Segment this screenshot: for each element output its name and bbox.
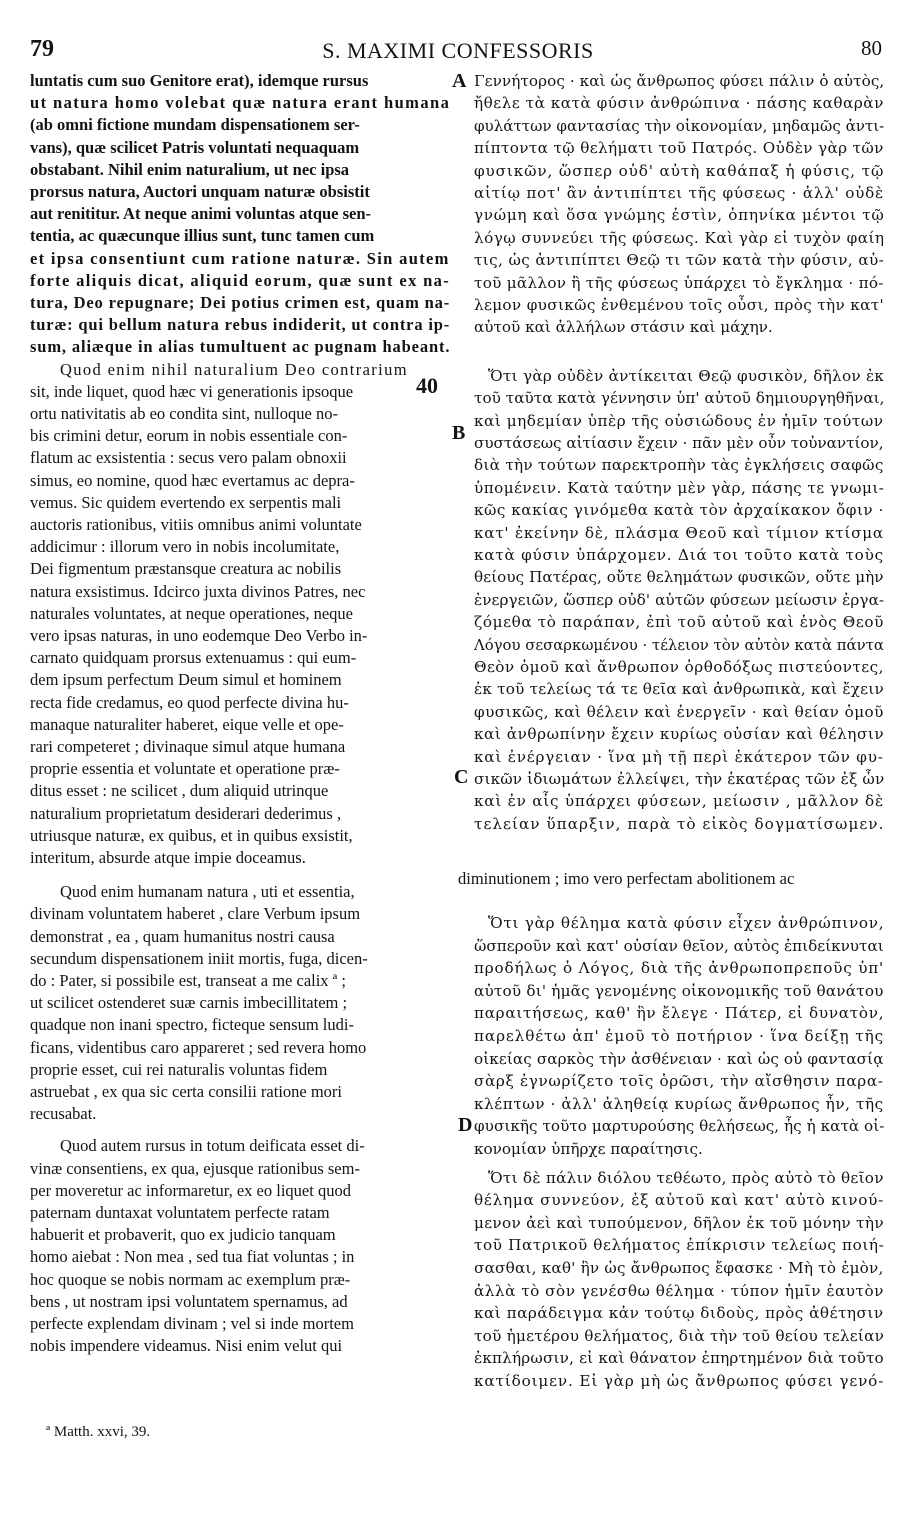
greek-line: ἤθελε τὰ κατὰ φύσιν ἀνθρώπινα · πάσης καθαρὰν <box>474 94 884 113</box>
page-number-right: 80 <box>861 36 882 60</box>
greek-line: γνώμη καὶ ὅσα γνώμης ἐστὶν, ὁπηνίκα μέντοι τῷ <box>474 206 885 225</box>
greek-line: λεμον φυσικῶς ἐνθεμένου τοῖς οὖσι, πρὸς τὴν κατ' <box>474 296 884 314</box>
greek-line: μενον ἀεὶ καὶ τυπούμενον, δῆλον ἐκ τοῦ μόνην τὴν <box>474 1213 884 1232</box>
latin-line: turæ: qui bellum natura rebus indiderit, ut contra ip- <box>30 315 451 335</box>
greek-line: Λόγου σεσαρκωμένου · τέλειον τὸν αὐτὸν κατὰ πάντα <box>474 635 884 654</box>
greek-line: τοῦ Πατρικοῦ θελήματος ἐπίκρισιν τελείως ποιή- <box>474 1236 885 1255</box>
latin-line: ficans, videntibus caro appareret ; sed revera homo <box>30 1037 367 1057</box>
latin-line: luntatis cum suo Genitore erat), idemque rursus <box>30 71 369 90</box>
greek-line: σὰρξ ἐγνωρίζετο τοῖς ὁρῶσι, τὴν αἴσθησιν παρα- <box>474 1072 884 1091</box>
latin-continuation-line: diminutionem ; imo vero perfectam abolitionem ac <box>458 869 795 888</box>
latin-line: vero ipsas naturas, in uno eodemque Deo Verbo in- <box>30 626 368 645</box>
latin-line: bens , ut nostram ipsi voluntatem spernamus, ad <box>30 1291 348 1311</box>
page-number-left: 79 <box>30 36 54 62</box>
latin-line: ortu nativitatis ab eo condita sint, nulloque no- <box>30 404 338 423</box>
greek-line: φυσικῶν, ὥσπερ οὐδ' αὐτὴ καθάπαξ ἡ φύσις, τῷ <box>474 161 885 180</box>
latin-line: tura, Deo repugnare; Dei potius crimen est, quam na- <box>30 293 451 312</box>
greek-line: κατ' ἐκείνην δὲ, πλάσμα Θεοῦ καὶ τίμιον κτίσμα <box>474 523 884 542</box>
latin-line: forte aliquis dicat, aliquid eorum, quæ sunt ex na- <box>30 270 451 290</box>
greek-line: ζόμεθα τὸ παράπαν, ἐπὶ τοῦ αὐτοῦ καὶ ἑνὸς Θεοῦ <box>474 613 884 632</box>
latin-line: vemus. Sic quidem evertendo ex serpentis mali <box>30 492 342 512</box>
greek-line: καὶ ἀνθρωπίνην ἔχειν κυρίως οὐσίαν καὶ θέλησιν <box>474 725 885 744</box>
greek-line: αὐτοῦ δι' ἡμᾶς γενομένης οἰκονομικῆς τοῦ θανάτου <box>474 981 884 1000</box>
greek-line: σασθαι, καθ' ἣν ὡς ἄνθρωπος ἔφασκε · Μὴ τὸ ἐμὸν, <box>474 1259 884 1277</box>
greek-line: ἐκπλήρωσιν, εἰ καὶ θάνατον ἐπηρτημένον διὰ τοῦτο <box>474 1349 884 1368</box>
latin-line: vans), quæ scilicet Patris voluntati nequaquam <box>30 137 360 157</box>
greek-line: Ὅτι γὰρ θέλημα κατὰ φύσιν εἶχεν ἀνθρώπινον, <box>488 914 885 932</box>
latin-line: perfecte explendam divinam ; vel si inde mortem <box>30 1314 354 1333</box>
greek-line: προδήλως ὁ Λόγος, διὰ τῆς ἀνθρωποπρεποῦς ὑπ' <box>474 959 885 978</box>
latin-line: ut scilicet ostenderet suæ carnis imbecillitatem ; <box>30 993 348 1013</box>
greek-line: αὐτοῦ καὶ ἀλλήλων στάσιν καὶ μάχην. <box>474 318 773 337</box>
greek-line: καὶ παράδειγμα κἀν τούτῳ διδοὺς, πρὸς ἀθέτησιν <box>474 1304 884 1323</box>
latin-line: naturalium proprietatum desiderari dederimus , <box>30 803 342 823</box>
latin-line: ut natura homo volebat quæ natura erant humana <box>30 93 451 113</box>
latin-line: flatum ac exsistentia : secus vero palam obnoxii <box>30 448 347 468</box>
latin-line: secundum dispensationem iniit mortis, fuga, dicen- <box>30 948 368 968</box>
latin-line: ditus esset : ne scilicet , dum aliquid utrinque <box>30 781 329 801</box>
greek-line: κῶς κακίας γινόμεθα κατὰ τὸν ἀρχαίκακον ὄφιν · <box>474 501 884 520</box>
latin-line: hoc quoque se nobis normam ac exemplum præ- <box>30 1269 351 1289</box>
greek-line: καὶ ἐνέργειαν · ἵνα μὴ τῇ περὶ ἑκάτερον τῶν φυ- <box>474 747 884 766</box>
latin-line: sum, aliæque in alias tumultuent ac pugnam habeant. <box>30 337 451 357</box>
latin-line: tentia, ac quæcunque illius sunt, tunc tamen cum <box>30 226 375 246</box>
greek-line: οἰκείας σαρκὸς τὴν ἀσθένειαν · καὶ ὡς οὐ φαντασίᾳ <box>474 1049 884 1068</box>
latin-line: obstabant. Nihil enim naturalium, ut nec ipsa <box>30 159 350 179</box>
latin-line: astruebat , ex qua sic certa consilii ratione mori <box>30 1082 343 1101</box>
latin-line: carnato quidquam prorsus extenuamus : qui eum- <box>30 648 357 668</box>
latin-line: interitum, absurde atque impie doceamus. <box>30 848 306 867</box>
latin-line: naturales voluntates, at neque operationes, neque <box>30 603 354 623</box>
latin-line: recta fide credamus, eo quod perfecte divina hu- <box>30 692 349 712</box>
margin-marker-b: B <box>452 422 466 444</box>
latin-line: aut renititur. At neque animi voluntas atque sen- <box>30 204 372 224</box>
latin-line: proprie essentia et voluntate et operatione præ- <box>30 759 340 779</box>
greek-line: πίπτοντα τῷ θελήματι τοῦ Πατρός. Οὐδὲν γὰρ τῶν <box>474 139 884 158</box>
greek-line: τοῦ μᾶλλον ἢ τῆς φύσεως ὑπάρχει τὸ ἔγκλημα · πό- <box>474 273 884 292</box>
greek-line: Ὅτι δὲ πάλιν διόλου τεθέωτο, πρὸς αὐτὸ τὸ θεῖον <box>488 1168 884 1187</box>
greek-line: διὰ τὴν τούτων παρεκτροπὴν τὰς ἐγκλήσεις σαφῶς <box>474 456 884 475</box>
latin-line: auctoris rationibus, vitiis omnibus animi voluntate <box>30 515 362 534</box>
greek-line: φυσικῶς, καὶ θέλειν καὶ ἐνεργεῖν · καὶ θείαν ὁμοῦ <box>474 702 884 721</box>
latin-line: bis crimini detur, eorum in nobis essentiale con- <box>30 426 348 446</box>
latin-line: paternam duntaxat voluntatem perfecte ratam <box>30 1203 330 1222</box>
latin-line: demonstrat , ea , quam humanitus nostri causa <box>30 926 335 946</box>
greek-line: κονομίαν ὑπῆρχε παραίτησις. <box>474 1140 703 1158</box>
latin-line: vinæ consentiens, ex qua, ejusque rationibus sem- <box>30 1158 360 1178</box>
margin-marker-c: C <box>454 766 469 788</box>
latin-line: (ab omni fictione mundam dispensationem ser- <box>30 115 360 135</box>
latin-line: do : Pater, si possibile est, transeat a me calix ª ; <box>30 971 346 990</box>
greek-line: ἐνεργειῶν, ὥσπερ οὐδ' αὐτῶν φύσεων μείωσιν ἐργα- <box>474 590 885 609</box>
latin-line: divinam voluntatem haberet , clare Verbum ipsum <box>30 904 361 924</box>
latin-line: Dei figmentum præstansque creatura ac nobilis <box>30 559 342 579</box>
latin-line: manaque naturaliter haberet, eique velle et ope- <box>30 714 344 734</box>
greek-line: σικῶν ἰδιωμάτων ἐλλείψει, τὴν ἑκατέρας τῶν ἐξ ὧν <box>474 770 885 788</box>
latin-line: nobis impendere videamus. Nisi enim velut qui <box>30 1336 343 1356</box>
latin-line: utriusque naturæ, ex quibus, et in quibus exsistit, <box>30 825 353 845</box>
greek-line: φυλάττων φαντασίας τὴν οἰκονομίαν, μηδαμῶς ἀντι- <box>474 116 885 135</box>
latin-line: Quod autem rursus in totum deificata esset di- <box>60 1136 365 1156</box>
latin-line: per moveretur ac informaretur, ex eo liquet quod <box>30 1180 351 1200</box>
latin-line: addicimur : illorum vero in nobis incolumitate, <box>30 537 340 557</box>
latin-line: Quod enim humanam natura , uti et essentia, <box>60 882 355 902</box>
greek-line: κλέπτων · ἀλλ' ἀληθείᾳ κυρίως ἄνθρωπος ἦν, τῆς <box>474 1094 884 1113</box>
greek-line: Ὅτι γὰρ οὐδὲν ἀντίκειται Θεῷ φυσικὸν, δῆλον ἐκ <box>488 366 885 385</box>
column-number-marker: 40 <box>416 373 438 398</box>
latin-line: dem ipsum perfectum Deum simul et hominem <box>30 670 342 690</box>
greek-line: κατίδοιμεν. Εἰ γὰρ μὴ ὡς ἄνθρωπος φύσει γενό- <box>474 1372 885 1390</box>
greek-line: θέλημα συννεύον, ἐξ αὐτοῦ καὶ κατ' αὐτὸ κινού- <box>474 1191 885 1210</box>
latin-line: recusabat. <box>30 1104 97 1124</box>
greek-line: παρελθέτω ἀπ' ἐμοῦ τὸ ποτήριον · ἵνα δείξῃ τῆς <box>474 1027 885 1045</box>
margin-marker-d: D <box>458 1114 473 1136</box>
greek-line: αἰτίῳ ποτ' ἂν ἀντιπίπτει τῆς φύσεως · ἀλλ' οὐδὲ <box>474 184 884 202</box>
latin-line: proprie esset, cui rei naturalis voluntas fidem <box>30 1059 328 1079</box>
greek-line: συστάσεως αἰτίασιν ἔχειν · πᾶν μὲν οὖν τοὐναντίον, <box>474 434 884 452</box>
greek-line: κατὰ φύσιν ὑπάρχομεν. Διά τοι τοῦτο κατὰ τοὺς <box>474 546 884 564</box>
greek-line: Θεὸν ὁμοῦ καὶ ἄνθρωπον ὀρθοδόξως πιστεύοντες, <box>474 658 884 676</box>
greek-line: Γεννήτορος · καὶ ὡς ἄνθρωπος φύσει πάλιν ὁ αὐτὸς, <box>474 72 885 90</box>
latin-line: prorsus natura, Auctori unquam naturæ obsistit <box>30 182 370 201</box>
greek-line: τελείαν ὕπαρξιν, παρὰ τὸ εἰκὸς δογματίσωμεν. <box>474 814 885 833</box>
latin-line: habuerit et probaverit, quo ex judicio tanquam <box>30 1225 336 1245</box>
greek-line: ὑπομένειν. Κατὰ ταύτην μὲν γὰρ, πάσης τε γνωμι- <box>474 478 885 497</box>
latin-line: sit, inde liquet, quod hæc vi generationis ipsoque <box>30 381 354 401</box>
greek-line: φυσικῆς τοῦτο μαρτυρούσης θελήσεως, ἧς ἡ κατὰ οἰ- <box>474 1117 885 1136</box>
latin-line: Quod enim nihil naturalium Deo contrarium <box>60 359 408 379</box>
greek-line: παραιτήσεως, καθ' ἣν ἔλεγε · Πάτερ, εἰ δυνατὸν, <box>474 1004 885 1023</box>
running-head: S. MAXIMI CONFESSORIS <box>322 38 594 63</box>
greek-line: τοῦ ἡμετέρου θελήματος, διὰ τὴν τοῦ θείου τελείαν <box>474 1326 885 1345</box>
latin-line: homo aiebat : Non mea , sed tua fiat voluntas ; in <box>30 1247 355 1267</box>
greek-line: ἐκ τοῦ τελείως τά τε θεῖα καὶ ἀνθρωπικὰ, καὶ ἔχειν <box>474 680 884 699</box>
latin-line: simus, eo nomine, quod hæc evertamus ac depra- <box>30 470 355 490</box>
greek-line: ὥσπεροῦν καὶ κατ' οὐσίαν θεῖον, αὐτὸς ἐπιδείκνυται <box>474 936 884 955</box>
greek-line: θείους Πατέρας, οὔτε θελημάτων φυσικῶν, οὔτε μὴν <box>474 568 884 587</box>
greek-line: τις, ὡς ἀντιπίπτει Θεῷ τι τῶν κατὰ τὴν φύσιν, αὐ- <box>474 251 885 270</box>
latin-line: et ipsa consentiunt cum ratione naturæ. Sin autem <box>30 248 450 268</box>
greek-line: λόγῳ συννεύει τῆς φύσεως. Καὶ γὰρ εἰ τυχὸν φαίη <box>474 228 885 247</box>
margin-marker-a: A <box>452 70 467 92</box>
greek-line: καὶ μηδεμίαν ὑπὲρ τῆς οὐσιώδους ἐν ἡμῖν τούτων <box>474 411 884 430</box>
greek-line: ἀλλὰ τὸ σὸν γενέσθω θέλημα · τύπον ἡμῖν ἑαυτὸν <box>474 1281 884 1300</box>
latin-line: rari competeret ; divinaque simul atque humana <box>30 737 346 756</box>
latin-line: natura exsistimus. Idcirco juxta divinos Patres, nec <box>30 581 366 601</box>
greek-line: τοῦ ταῦτα κατὰ γέννησιν ὑπ' αὐτοῦ δημιουργηθῆναι, <box>474 389 885 408</box>
latin-line: quadque non inani spectro, ficteque sensum ludi- <box>30 1015 354 1035</box>
greek-line: καὶ ἐν αἷς ὑπάρχει φύσεων, μείωσιν , μᾶλλον δὲ <box>474 792 884 811</box>
footnote: ª Matth. xxvi, 39. <box>46 1424 151 1440</box>
